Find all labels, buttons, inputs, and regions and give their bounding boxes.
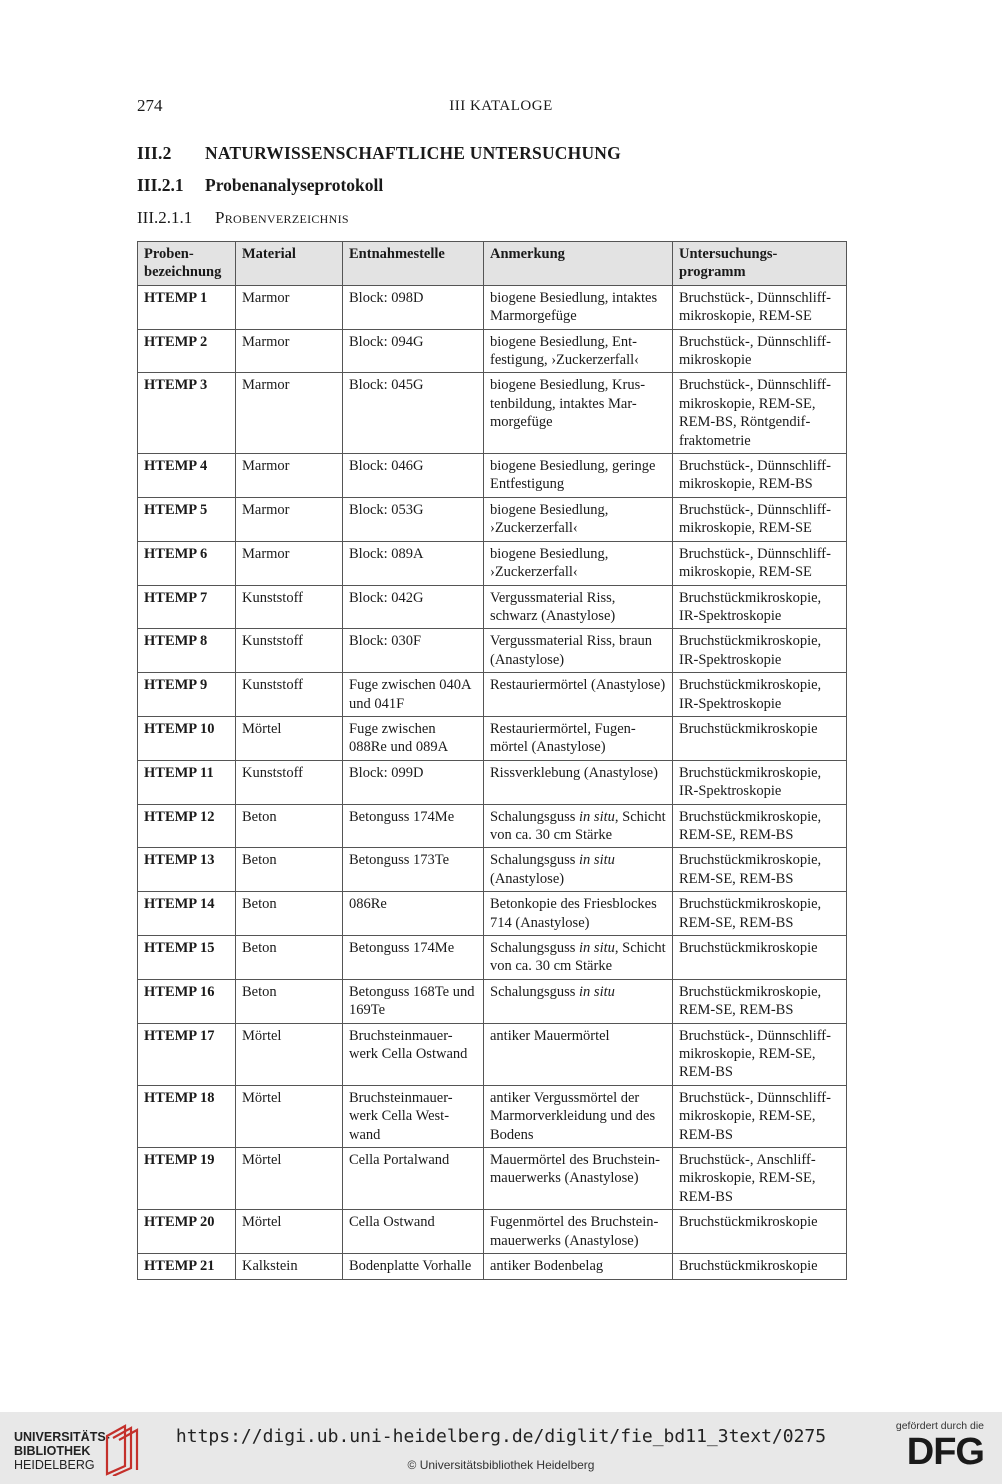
column-header: Anmerkung — [484, 242, 673, 286]
sample-id: HTEMP 13 — [138, 848, 236, 892]
note-cell: biogene Besiedlung, ›Zuckerzerfall‹ — [484, 541, 673, 585]
material-cell: Mörtel — [236, 1148, 343, 1210]
note-cell: biogene Besiedlung, ›Zuckerzerfall‹ — [484, 497, 673, 541]
table-row — [138, 979, 847, 1023]
copyright-note: © Universitätsbibliothek Heidelberg — [407, 1458, 595, 1472]
material-cell: Mörtel — [236, 716, 343, 760]
program-cell: Bruchstück-, Anschliff-mikroskopie, REM-SE, REM-BS — [673, 1148, 847, 1210]
note-cell: biogene Besiedlung, Krus-tenbildung, intaktes Mar-morgefüge — [484, 373, 673, 454]
location-cell: Cella Ostwand — [343, 1210, 484, 1254]
table-row — [138, 892, 847, 936]
material-cell: Mörtel — [236, 1023, 343, 1085]
location-cell: Cella Portalwand — [343, 1148, 484, 1210]
table-body — [138, 285, 847, 1279]
sample-id: HTEMP 16 — [138, 979, 236, 1023]
sample-id: HTEMP 5 — [138, 497, 236, 541]
sample-id: HTEMP 3 — [138, 373, 236, 454]
material-cell: Marmor — [236, 285, 343, 329]
sample-id: HTEMP 9 — [138, 673, 236, 717]
program-cell: Bruchstückmikroskopie, REM-SE, REM-BS — [673, 848, 847, 892]
program-cell: Bruchstückmikroskopie, REM-SE, REM-BS — [673, 979, 847, 1023]
note-cell: Betonkopie des Friesblockes 714 (Anastylose) — [484, 892, 673, 936]
table-row — [138, 1023, 847, 1085]
sample-id: HTEMP 7 — [138, 585, 236, 629]
library-line-2: BIBLIOTHEK — [14, 1444, 91, 1458]
sample-id: HTEMP 4 — [138, 454, 236, 498]
sample-id: HTEMP 10 — [138, 716, 236, 760]
material-cell: Marmor — [236, 497, 343, 541]
section-number: III.2 — [137, 143, 172, 163]
note-cell: Mauermörtel des Bruchstein-mauerwerks (Anastylose) — [484, 1148, 673, 1210]
material-cell: Kunststoff — [236, 585, 343, 629]
material-cell: Marmor — [236, 373, 343, 454]
permalink[interactable]: https://digi.ub.uni-heidelberg.de/diglit/fie_bd11_3text/0275 — [175, 1426, 827, 1447]
program-cell: Bruchstück-, Dünnschliff-mikroskopie, REM-SE, REM-BS, Röntgendif-fraktometrie — [673, 373, 847, 454]
sample-id: HTEMP 14 — [138, 892, 236, 936]
section-title: NATURWISSENSCHAFTLICHE UNTERSUCHUNG — [205, 143, 621, 163]
material-cell: Beton — [236, 979, 343, 1023]
location-cell: Block: 089A — [343, 541, 484, 585]
subsubsection-number: III.2.1.1 — [137, 208, 193, 227]
note-cell: biogene Besiedlung, geringe Entfestigung — [484, 454, 673, 498]
program-cell: Bruchstückmikroskopie, IR-Spektroskopie — [673, 673, 847, 717]
location-cell: Block: 042G — [343, 585, 484, 629]
location-cell: Bodenplatte Vorhalle — [343, 1254, 484, 1279]
subsection-number: III.2.1 — [137, 175, 184, 195]
column-header: Entnahmestelle — [343, 242, 484, 286]
program-cell: Bruchstückmikroskopie — [673, 936, 847, 980]
table-row — [138, 1254, 847, 1279]
table-row — [138, 673, 847, 717]
column-header: Untersuchungs- programm — [673, 242, 847, 286]
subsection-title: Probenanalyseprotokoll — [205, 175, 384, 195]
table-row — [138, 716, 847, 760]
sample-id: HTEMP 18 — [138, 1085, 236, 1147]
funder-logo — [896, 1420, 984, 1472]
program-cell: Bruchstück-, Dünnschliff-mikroskopie, REM-SE — [673, 285, 847, 329]
location-cell: Bruchsteinmauer-werk Cella West-wand — [343, 1085, 484, 1147]
note-cell: Vergussmaterial Riss, braun (Anastylose) — [484, 629, 673, 673]
material-cell: Beton — [236, 892, 343, 936]
table-row — [138, 936, 847, 980]
note-cell: Schalungsguss in situ — [484, 979, 673, 1023]
table-row — [138, 1148, 847, 1210]
note-cell: Vergussmaterial Riss, schwarz (Anastylose) — [484, 585, 673, 629]
library-line-1: UNIVERSITÄTS- — [14, 1430, 110, 1444]
location-cell: Block: 053G — [343, 497, 484, 541]
note-cell: antiker Mauermörtel — [484, 1023, 673, 1085]
sample-id: HTEMP 2 — [138, 329, 236, 373]
program-cell: Bruchstück-, Dünnschliff-mikroskopie, REM-SE — [673, 541, 847, 585]
location-cell: Block: 098D — [343, 285, 484, 329]
location-cell: Block: 094G — [343, 329, 484, 373]
column-header: Material — [236, 242, 343, 286]
material-cell: Kunststoff — [236, 760, 343, 804]
note-cell: Schalungsguss in situ, Schicht von ca. 30 cm Stärke — [484, 804, 673, 848]
note-cell: biogene Besiedlung, Ent-festigung, ›Zuckerzerfall‹ — [484, 329, 673, 373]
library-line-3: HEIDELBERG — [14, 1458, 95, 1472]
section-heading — [137, 143, 621, 164]
table-row — [138, 848, 847, 892]
table-row — [138, 585, 847, 629]
table-row — [138, 373, 847, 454]
location-cell: Betonguss 173Te — [343, 848, 484, 892]
program-cell: Bruchstück-, Dünnschliff-mikroskopie, REM-BS — [673, 454, 847, 498]
location-cell: Bruchsteinmauer-werk Cella Ostwand — [343, 1023, 484, 1085]
material-cell: Marmor — [236, 329, 343, 373]
table-row — [138, 329, 847, 373]
program-cell: Bruchstückmikroskopie, REM-SE, REM-BS — [673, 892, 847, 936]
location-cell: Fuge zwischen 040A und 041F — [343, 673, 484, 717]
location-cell: Fuge zwischen 088Re und 089A — [343, 716, 484, 760]
sample-id: HTEMP 12 — [138, 804, 236, 848]
table-row — [138, 1085, 847, 1147]
material-cell: Kalkstein — [236, 1254, 343, 1279]
subsubsection-heading — [137, 208, 349, 228]
sample-id: HTEMP 15 — [138, 936, 236, 980]
location-cell: Block: 045G — [343, 373, 484, 454]
table-row — [138, 454, 847, 498]
program-cell: Bruchstück-, Dünnschliff-mikroskopie, REM-SE, REM-BS — [673, 1023, 847, 1085]
note-cell: Rissverklebung (Anastylose) — [484, 760, 673, 804]
column-header: Proben- bezeichnung — [138, 242, 236, 286]
note-cell: Restauriermörtel, Fugen-mörtel (Anastylose) — [484, 716, 673, 760]
subsection-heading — [137, 175, 383, 196]
table-row — [138, 541, 847, 585]
note-cell: Restauriermörtel (Anastylose) — [484, 673, 673, 717]
location-cell: Block: 099D — [343, 760, 484, 804]
material-cell: Kunststoff — [236, 629, 343, 673]
program-cell: Bruchstückmikroskopie, IR-Spektroskopie — [673, 629, 847, 673]
page-number: 274 — [137, 96, 163, 115]
material-cell: Beton — [236, 804, 343, 848]
table-row — [138, 285, 847, 329]
location-cell: Block: 046G — [343, 454, 484, 498]
program-cell: Bruchstück-, Dünnschliff-mikroskopie — [673, 329, 847, 373]
material-cell: Kunststoff — [236, 673, 343, 717]
sample-id: HTEMP 19 — [138, 1148, 236, 1210]
footer-bar — [0, 1412, 1002, 1484]
subsubsection-title: Probenverzeichnis — [215, 208, 349, 227]
material-cell: Marmor — [236, 541, 343, 585]
table-row — [138, 804, 847, 848]
table-header-row — [138, 242, 847, 286]
running-head: III KATALOGE — [449, 98, 553, 114]
note-cell: Schalungsguss in situ (Anastylose) — [484, 848, 673, 892]
program-cell: Bruchstückmikroskopie, IR-Spektroskopie — [673, 760, 847, 804]
sample-id: HTEMP 20 — [138, 1210, 236, 1254]
table-row — [138, 760, 847, 804]
note-cell: antiker Bodenbelag — [484, 1254, 673, 1279]
sample-table — [137, 241, 847, 1280]
program-cell: Bruchstückmikroskopie — [673, 1210, 847, 1254]
table-row — [138, 497, 847, 541]
material-cell: Mörtel — [236, 1085, 343, 1147]
program-cell: Bruchstückmikroskopie, IR-Spektroskopie — [673, 585, 847, 629]
sample-id: HTEMP 6 — [138, 541, 236, 585]
program-cell: Bruchstückmikroskopie — [673, 1254, 847, 1279]
sample-id: HTEMP 21 — [138, 1254, 236, 1279]
sample-id: HTEMP 17 — [138, 1023, 236, 1085]
note-cell: antiker Vergussmörtel der Marmorverkleidung und des Bodens — [484, 1085, 673, 1147]
program-cell: Bruchstückmikroskopie, REM-SE, REM-BS — [673, 804, 847, 848]
material-cell: Mörtel — [236, 1210, 343, 1254]
program-cell: Bruchstückmikroskopie — [673, 716, 847, 760]
note-cell: biogene Besiedlung, intaktes Marmorgefüge — [484, 285, 673, 329]
note-cell: Fugenmörtel des Bruchstein-mauerwerks (Anastylose) — [484, 1210, 673, 1254]
funder-name: DFG — [906, 1431, 984, 1473]
material-cell: Beton — [236, 848, 343, 892]
location-cell: Betonguss 174Me — [343, 804, 484, 848]
location-cell: Block: 030F — [343, 629, 484, 673]
location-cell: 086Re — [343, 892, 484, 936]
funding-note: gefördert durch die — [895, 1420, 984, 1432]
sample-id: HTEMP 1 — [138, 285, 236, 329]
location-cell: Betonguss 168Te und 169Te — [343, 979, 484, 1023]
sample-id: HTEMP 11 — [138, 760, 236, 804]
note-cell: Schalungsguss in situ, Schicht von ca. 30 cm Stärke — [484, 936, 673, 980]
material-cell: Beton — [236, 936, 343, 980]
material-cell: Marmor — [236, 454, 343, 498]
table-row — [138, 629, 847, 673]
table-row — [138, 1210, 847, 1254]
sample-id: HTEMP 8 — [138, 629, 236, 673]
program-cell: Bruchstück-, Dünnschliff-mikroskopie, REM-SE — [673, 497, 847, 541]
program-cell: Bruchstück-, Dünnschliff-mikroskopie, REM-SE, REM-BS — [673, 1085, 847, 1147]
location-cell: Betonguss 174Me — [343, 936, 484, 980]
